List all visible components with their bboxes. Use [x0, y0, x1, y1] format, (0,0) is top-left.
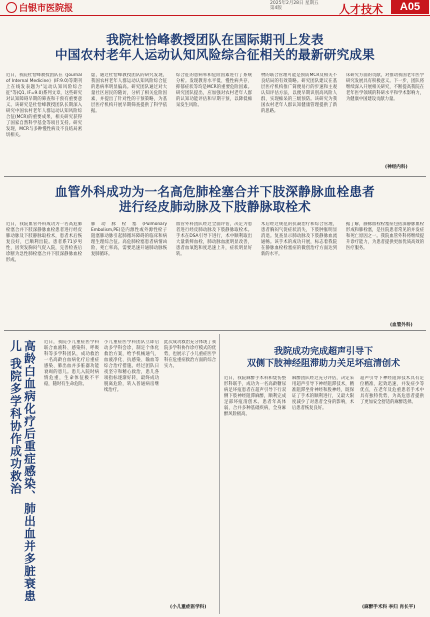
- article3-body3: 此次成功救治充分体现了我院多学科协作诊疗模式的优势，也展示了小儿重症医学科在危重症救治方面的综合实力。: [164, 340, 216, 369]
- article2-col2: 肺动脉栓塞(Pulmonary Embolism,PE)是内源性或外源性栓子阻塞肺动脉引起肺循环障碍的临床和病理生理综合征。高危肺栓塞患者病情凶险，死亡率高，需要迅速开通肺动脉恢复肺循环。: [91, 222, 167, 257]
- newspaper-logo: [6, 1, 73, 14]
- hospital-emblem-icon: [6, 2, 17, 13]
- divider-2: [4, 330, 426, 331]
- header-edition: 第4版: [270, 6, 282, 11]
- page-number: A05: [391, 0, 429, 14]
- article1-col1: 近日，我院杜恰峰教授团队在《Journal of Internal Medicine》(IF:9.0)等期刊上在线发表题为"运动认知风险综合征"等(Q1, IF=9.0)系列文章，这些研究对认知障碍早期的筛查和干预有重要意义。该研究是杜恰峰教授团队长期深入研究中国农村老年人群运动认知风险综合征(MCR)的重要成果，相关研究获得了国家自然科学基金等项目支持。研究发现，MCR与多种慢性病及不良结局密切相关。: [6, 73, 82, 138]
- article2-title: [20, 184, 410, 214]
- vertical-divider: [219, 334, 220, 614]
- article2-title-line1: 血管外科成功为一名高危肺栓塞合并下肢深静脉血栓患者: [54, 184, 375, 199]
- article1-col5: 床研究方面的贡献，对推动我国老年医学研究发展具有积极意义。下一步，团队将继续深入开展相关研究，不断提高我院在老年医学领域的科研水平和学术影响力，为健康中国建设贡献力量。: [346, 73, 424, 102]
- article4-body3: 超声引导下神经阻滞技术具有定位精准、起效迅速、并发症少等优点，在老年及危重患者手术中具有独特优势，为高危患者提供了更加安全舒适的麻醉选择。: [360, 376, 424, 405]
- page-header: [0, 0, 430, 16]
- article1-col2: 虚，通过杜恰峰教授团队的研究发现，我国农村老年人群运动认知风险综合征的患病率明显偏高。研究团队通过对大量社区居民的随访，分析了相关危险因素，并提出了针对性的干预策略，为基层医疗机构开展早期筛查提供了科学依据。: [91, 73, 167, 114]
- article2-col3: 血管外科团队经过全面评估，决定为患者进行经皮肺动脉及下肢静脉取栓术。手术在DSA引导下进行，术中顺利取出大量新鲜血栓，肺动脉血流明显改善，患者血氧饱和度迅速上升，症状明显好转。: [176, 222, 252, 257]
- article1-title-line1: 我院杜恰峰教授团队在国际期刊上发表: [106, 32, 324, 47]
- article4-body2: 麻醉团队经过充分评估，决定采用超声引导下神经阻滞技术，精准阻滞坐骨神经和股神经，既保证了手术的顺利进行，又最大限度减少了对患者全身的影响，术后患者恢复良好。: [292, 376, 354, 411]
- article1-title-line2: 中国农村老年人运动认知风险综合征相关的最新研究成果: [54, 47, 375, 62]
- divider-1: [4, 176, 426, 177]
- article1-col3: 综合征的患病率和危险因素进行了系统分析。发现教育水平低、慢性病共存、抑郁症状等均是MCR的重要危险因素。研究团队提出，应加强对农村老年人群的认知功能评估和早期干预，以降低痴呆发生风险。: [176, 73, 252, 108]
- paper-name: 白银市医院报: [19, 4, 74, 14]
- section-title: 人才技术: [339, 3, 383, 16]
- article4-title-line2: 双侧下肢神经阻滞助力关足坏疽清创术: [246, 359, 400, 369]
- article3-body2: 小儿重症医学科团队立即启动多学科会诊，制定个体化救治方案，给予机械通气、血液净化、抗感染、输血等综合治疗措施。经过团队日夜坚守和精心救治，患儿各项指标逐渐好转，最终成功脱离危险，转入普通病房继续治疗。: [104, 340, 159, 393]
- article1-col4: 物的联合管理可能是预防MCR及相关不良结局的有效策略。研究团队建议在基层医疗机构推广简便易行的步速和主观认知评估方法，以便早期识别高风险人群，实现痴呆的三级预防。该研究为我国农村老年人群认知健康管理提供了新的思路。: [261, 73, 337, 114]
- article2-col1: 近日，我院血管外科成功为一名高危肺栓塞合并下肢深静脉血栓患者进行经皮肺动脉及下肢静脉取栓术，患者术后恢复良好，已顺利出院。患者系71岁男性，因突发胸闷气促入院，完善检查后诊断为急性肺栓塞合并下肢深静脉血栓形成。: [6, 222, 82, 263]
- article3-title: 高龄白血病化疗后重症感染、肺出血并多脏衰患儿 我院多学科协作成功救治: [9, 340, 37, 603]
- article4-body1: 近日，我院麻醉手术科和烧伤整形科联手，成功为一名高龄糖尿病足坏疽患者在超声引导下行双侧下肢神经阻滞麻醉，顺利完成足部坏疽清创术。患者年高体弱，合并多种基础疾病，全身麻醉风险极高。: [224, 376, 286, 417]
- article4-title: [221, 346, 426, 370]
- article2-credit: (血管外科): [390, 323, 413, 328]
- article2-col4: 术后经过规范的抗凝治疗和综合管理，患者胸闷气促症状消失，下肢肿胀明显消退。复查显示肺动脉及下肢静脉血流通畅。该手术的成功开展，标志着我院在静脉血栓栓塞症的微创治疗方面达到新的水平。: [261, 222, 337, 257]
- article2-title-line2: 进行经皮肺动脉及下肢静脉取栓术: [118, 199, 311, 214]
- article3-credit: (小儿重症医学科): [170, 605, 207, 610]
- article4-title-line1: 我院成功完成超声引导下: [273, 347, 373, 357]
- article3-body1: 近日，我院小儿重症医学科联合血液科、感染科、呼吸科等多学科团队，成功救治一名高龄白血病化疗后重症感染、肺出血并多脏器功能衰竭的患儿。患儿入院时病情危重，生命体征极不平稳，随时有生命危险。: [44, 340, 99, 387]
- header-date: 2025年2月28日 星期五: [270, 1, 319, 6]
- article4-credit: (麻醉手术科 李归 肖长平): [362, 605, 416, 610]
- header-date-block: [270, 1, 318, 11]
- article2-col5: 据了解，静脉血栓栓塞症包括深静脉血栓形成和肺栓塞，是住院患者常见的并发症和死亡原因之一。我院血管外科将继续提升诊疗能力，为患者提供更加优质高效的医疗服务。: [346, 222, 424, 251]
- article1-credit: (神经内科): [385, 165, 408, 170]
- article1-title: [20, 32, 410, 62]
